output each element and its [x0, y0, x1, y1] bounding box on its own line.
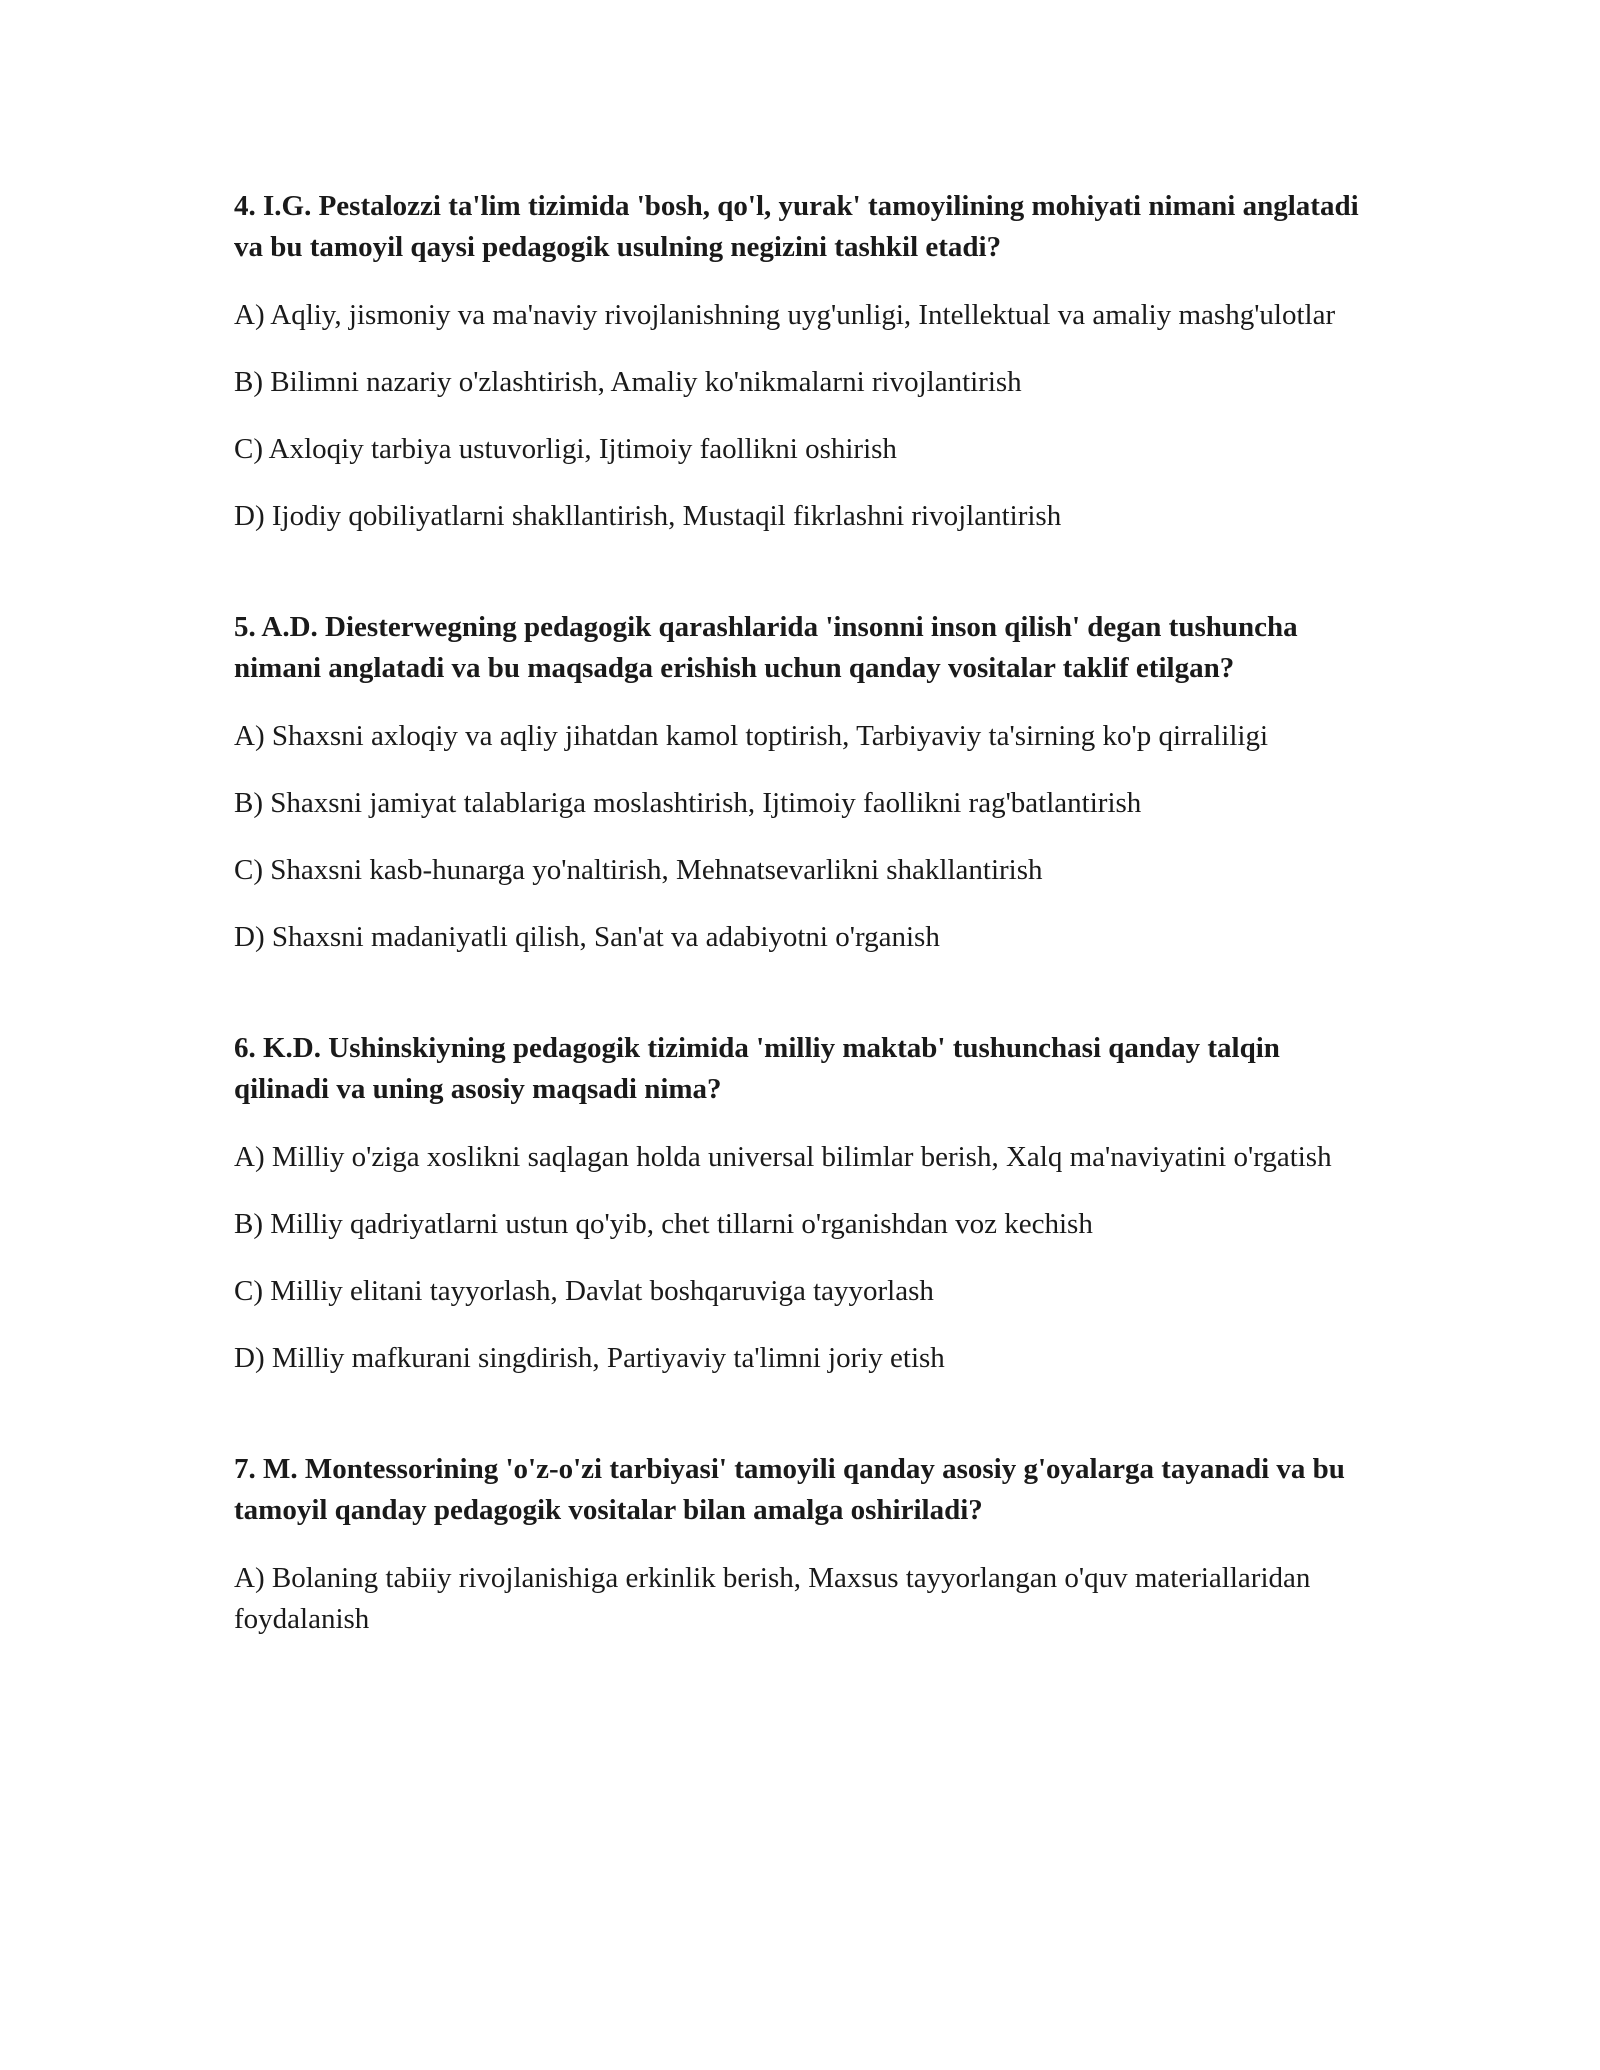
- question-title: 4. I.G. Pestalozzi ta'lim tizimida 'bosh, qo'l, yurak' tamoyilining mohiyati nimani anglatadi va bu tamoyil qaysi pedagogik usulning negizini tashkil etadi?: [234, 190, 1359, 263]
- answer-option-c: C) Axloqiy tarbiya ustuvorligi, Ijtimoiy faollikni oshirish: [234, 433, 897, 465]
- answer-option-a: A) Shaxsni axloqiy va aqliy jihatdan kamol toptirish, Tarbiyaviy ta'sirning ko'p qirraliligi: [234, 720, 1269, 752]
- answer-option-d: D) Shaxsni madaniyatli qilish, San'at va adabiyotni o'rganish: [234, 921, 940, 953]
- question-6: [234, 1028, 1364, 1379]
- answer-option-a: A) Milliy o'ziga xoslikni saqlagan holda universal bilimlar berish, Xalq ma'naviyatini o'rgatish: [234, 1141, 1332, 1173]
- answer-option-a: A) Aqliy, jismoniy va ma'naviy rivojlanishning uyg'unligi, Intellektual va amaliy mashg'ulotlar: [234, 299, 1336, 331]
- answer-option-b: B) Shaxsni jamiyat talablariga moslashtirish, Ijtimoiy faollikni rag'batlantirish: [234, 787, 1142, 819]
- answer-option-b: B) Milliy qadriyatlarni ustun qo'yib, chet tillarni o'rganishdan voz kechish: [234, 1208, 1093, 1240]
- answer-option-d: D) Ijodiy qobiliyatlarni shakllantirish, Mustaqil fikrlashni rivojlantirish: [234, 500, 1062, 532]
- question-5: [234, 607, 1364, 958]
- question-4: [234, 186, 1364, 537]
- answer-option-d: D) Milliy mafkurani singdirish, Partiyaviy ta'limni joriy etish: [234, 1342, 945, 1374]
- answer-option-c: C) Shaxsni kasb-hunarga yo'naltirish, Mehnatsevarlikni shakllantirish: [234, 854, 1043, 886]
- answer-option-c: C) Milliy elitani tayyorlash, Davlat boshqaruviga tayyorlash: [234, 1275, 934, 1307]
- question-title: 6. K.D. Ushinskiyning pedagogik tizimida 'milliy maktab' tushunchasi qanday talqin qilinadi va uning asosiy maqsadi nima?: [234, 1032, 1280, 1105]
- answer-option-b: B) Bilimni nazariy o'zlashtirish, Amaliy ko'nikmalarni rivojlantirish: [234, 366, 1022, 398]
- question-title: 5. A.D. Diesterwegning pedagogik qarashlarida 'insonni inson qilish' degan tushuncha nimani anglatadi va bu maqsadga erishish uchun qanday vositalar taklif etilgan?: [234, 611, 1298, 684]
- question-7: [234, 1449, 1364, 1640]
- document-content: [234, 186, 1364, 1710]
- question-title: 7. M. Montessorining 'o'z-o'zi tarbiyasi' tamoyili qanday asosiy g'oyalarga tayanadi va bu tamoyil qanday pedagogik vositalar bilan amalga oshiriladi?: [234, 1453, 1345, 1526]
- answer-option-a: A) Bolaning tabiiy rivojlanishiga erkinlik berish, Maxsus tayyorlangan o'quv materiallaridan foydalanish: [234, 1562, 1311, 1635]
